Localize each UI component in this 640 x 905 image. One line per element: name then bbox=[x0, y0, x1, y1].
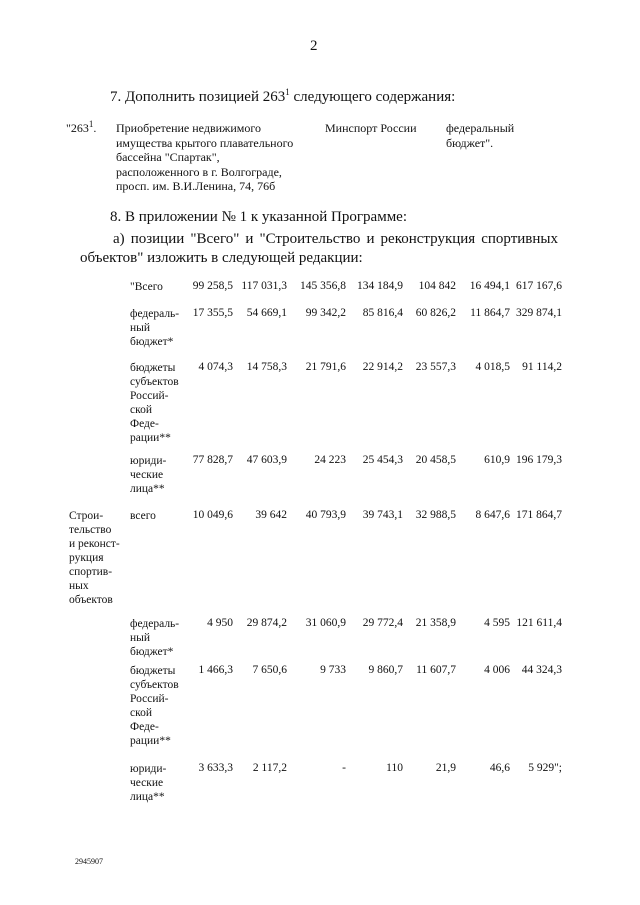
table-row-label-line: Феде- bbox=[130, 721, 159, 733]
table-cell-value: - bbox=[342, 762, 346, 774]
table-row-label-line: ный bbox=[130, 632, 151, 644]
table-cell-value: 21,9 bbox=[435, 762, 456, 774]
table-cell-value: 29 772,4 bbox=[362, 617, 403, 629]
table-row-label-line: Феде- bbox=[130, 418, 159, 430]
table-row-label-line: бюджет* bbox=[130, 646, 174, 658]
document-id: 2945907 bbox=[75, 857, 103, 866]
table-cell-value: 60 826,2 bbox=[415, 307, 456, 319]
table-cell-value: 3 633,3 bbox=[198, 762, 233, 774]
position-description-line: имущества крытого плавательного bbox=[116, 135, 294, 150]
table-cell-value: 4 595 bbox=[484, 617, 510, 629]
item-8-heading: 8. В приложении № 1 к указанной Программе: bbox=[110, 209, 408, 225]
table-row-label-line: Россий- bbox=[130, 390, 169, 402]
table-row-label-line: рации** bbox=[130, 735, 171, 747]
position-ministry: Минспорт России bbox=[325, 121, 417, 135]
section-label-line: спортив- bbox=[69, 566, 113, 578]
table-cell-value: 22 914,2 bbox=[362, 361, 403, 373]
position-budget bbox=[446, 121, 514, 150]
table-row-label-line: бюджет* bbox=[130, 336, 174, 348]
position-number: "$263^1$. bbox=[66, 119, 97, 135]
table-row-label bbox=[130, 454, 166, 496]
section-label bbox=[69, 509, 120, 607]
table-cell-value: 47 603,9 bbox=[246, 454, 287, 466]
table-cell-value: 4 950 bbox=[207, 617, 233, 629]
position-description bbox=[116, 121, 293, 194]
table-row-label-line: Россий- bbox=[130, 693, 169, 705]
item-8-subparagraph bbox=[80, 230, 558, 268]
item-8-line-1: а) позиции "Всего" и "Строительство и реконструкция спортивных bbox=[113, 231, 558, 247]
table-row-label-line: ный bbox=[130, 322, 151, 334]
table-row-label bbox=[130, 307, 179, 349]
table-cell-value: 7 650,6 bbox=[252, 664, 287, 676]
table-row-label-line: ческие bbox=[130, 469, 164, 481]
table-row-label-line: бюджеты bbox=[130, 665, 176, 677]
table-row-label-line: рации** bbox=[130, 432, 171, 444]
table-cell-value: 20 458,5 bbox=[415, 454, 456, 466]
table-row-label bbox=[130, 280, 163, 294]
table-cell-value: 54 669,1 bbox=[246, 307, 287, 319]
section-label-line: ных bbox=[69, 580, 89, 592]
table-row-label-line: юриди- bbox=[130, 763, 167, 775]
table-cell-value: 14 758,3 bbox=[246, 361, 287, 373]
table-cell-value: 110 bbox=[386, 762, 403, 774]
table-cell-value: 4 018,5 bbox=[475, 361, 510, 373]
table-cell-value: 329 874,1 bbox=[516, 307, 562, 319]
page-number: 2 bbox=[310, 38, 318, 54]
section-label-line: Строи- bbox=[69, 510, 104, 522]
table-cell-value: 117 031,3 bbox=[241, 280, 287, 292]
table-cell-value: 23 557,3 bbox=[415, 361, 456, 373]
table-row-label-line: ской bbox=[130, 707, 153, 719]
section-label-line: объектов bbox=[69, 594, 113, 606]
table-cell-value: 2 117,2 bbox=[252, 762, 287, 774]
table-cell-value: 46,6 bbox=[489, 762, 510, 774]
section-label-line: рукция bbox=[69, 552, 104, 564]
table-cell-value: 617 167,6 bbox=[516, 280, 562, 292]
table-row-label bbox=[130, 617, 179, 659]
table-row-label-line: федераль- bbox=[130, 618, 180, 630]
table-cell-value: 44 324,3 bbox=[521, 664, 562, 676]
position-description-line: бассейна "Спартак", bbox=[116, 150, 220, 164]
table-row-label-line: субъектов bbox=[130, 679, 179, 691]
table-cell-value: 24 223 bbox=[314, 454, 346, 466]
table-cell-value: 99 258,5 bbox=[192, 280, 233, 292]
table-cell-value: 17 355,5 bbox=[192, 307, 233, 319]
table-row-label bbox=[130, 762, 166, 804]
table-cell-value: 171 864,7 bbox=[516, 509, 562, 521]
table-cell-value: 91 114,2 bbox=[522, 361, 562, 373]
table-row-label-line: ской bbox=[130, 404, 153, 416]
table-row-label-line: федераль- bbox=[130, 308, 180, 320]
table-cell-value: 32 988,5 bbox=[415, 509, 456, 521]
table-row-label bbox=[130, 509, 156, 523]
table-cell-value: 196 179,3 bbox=[516, 454, 562, 466]
table-cell-value: 16 494,1 bbox=[469, 280, 510, 292]
table-cell-value: 40 793,9 bbox=[305, 509, 346, 521]
table-row-label-line: лица** bbox=[130, 483, 165, 495]
table-cell-value: 8 647,6 bbox=[475, 509, 510, 521]
item-7-heading: 7. Дополнить позицией $263^1$ следующего содержания: bbox=[110, 87, 456, 105]
item-8-line-2: объектов" изложить в следующей редакции: bbox=[80, 250, 363, 266]
table-cell-value: 29 874,2 bbox=[246, 617, 287, 629]
table-row-label-line: ческие bbox=[130, 777, 164, 789]
table-cell-value: 39 642 bbox=[255, 509, 287, 521]
table-cell-value: 21 791,6 bbox=[305, 361, 346, 373]
position-budget-line: бюджет". bbox=[446, 135, 494, 150]
table-cell-value: 4 006 bbox=[484, 664, 510, 676]
position-description-line: Приобретение недвижимого bbox=[116, 121, 261, 135]
table-cell-value: 610,9 bbox=[484, 454, 510, 466]
table-cell-value: 31 060,9 bbox=[305, 617, 346, 629]
table-cell-value: 9 860,7 bbox=[368, 664, 403, 676]
table-cell-value: 21 358,9 bbox=[415, 617, 456, 629]
section-label-line: тельство bbox=[69, 524, 112, 536]
table-cell-value: 145 356,8 bbox=[300, 280, 346, 292]
section-label-line: и реконст- bbox=[69, 538, 120, 550]
table-cell-value: 85 816,4 bbox=[362, 307, 403, 319]
table-cell-value: 5 929"; bbox=[528, 762, 562, 774]
table-cell-value: 10 049,6 bbox=[192, 509, 233, 521]
table-row-label bbox=[130, 361, 179, 445]
table-row-label-line: всего bbox=[130, 510, 156, 522]
table-cell-value: 134 184,9 bbox=[357, 280, 403, 292]
table-row-label bbox=[130, 664, 179, 748]
position-description-line: расположенного в г. Волгограде, bbox=[116, 164, 282, 179]
table-row-label-line: бюджеты bbox=[130, 362, 176, 374]
table-row-label-line: субъектов bbox=[130, 376, 179, 388]
table-cell-value: 1 466,3 bbox=[198, 664, 233, 676]
table-cell-value: 104 842 bbox=[418, 280, 456, 292]
table-cell-value: 99 342,2 bbox=[305, 307, 346, 319]
table-cell-value: 25 454,3 bbox=[362, 454, 403, 466]
table-cell-value: 39 743,1 bbox=[362, 509, 403, 521]
table-cell-value: 11 864,7 bbox=[470, 307, 510, 319]
position-budget-line: федеральный bbox=[446, 121, 515, 135]
table-row-label-line: лица** bbox=[130, 791, 165, 803]
table-row-label-line: юриди- bbox=[130, 455, 167, 467]
table-cell-value: 9 733 bbox=[320, 664, 346, 676]
table-row-label-line: "Всего bbox=[130, 281, 163, 293]
table-cell-value: 77 828,7 bbox=[192, 454, 233, 466]
table-cell-value: 121 611,4 bbox=[516, 617, 562, 629]
table-cell-value: 4 074,3 bbox=[198, 361, 233, 373]
position-description-line: просп. им. В.И.Ленина, 74, 76б bbox=[116, 179, 276, 193]
table-cell-value: 11 607,7 bbox=[416, 664, 456, 676]
